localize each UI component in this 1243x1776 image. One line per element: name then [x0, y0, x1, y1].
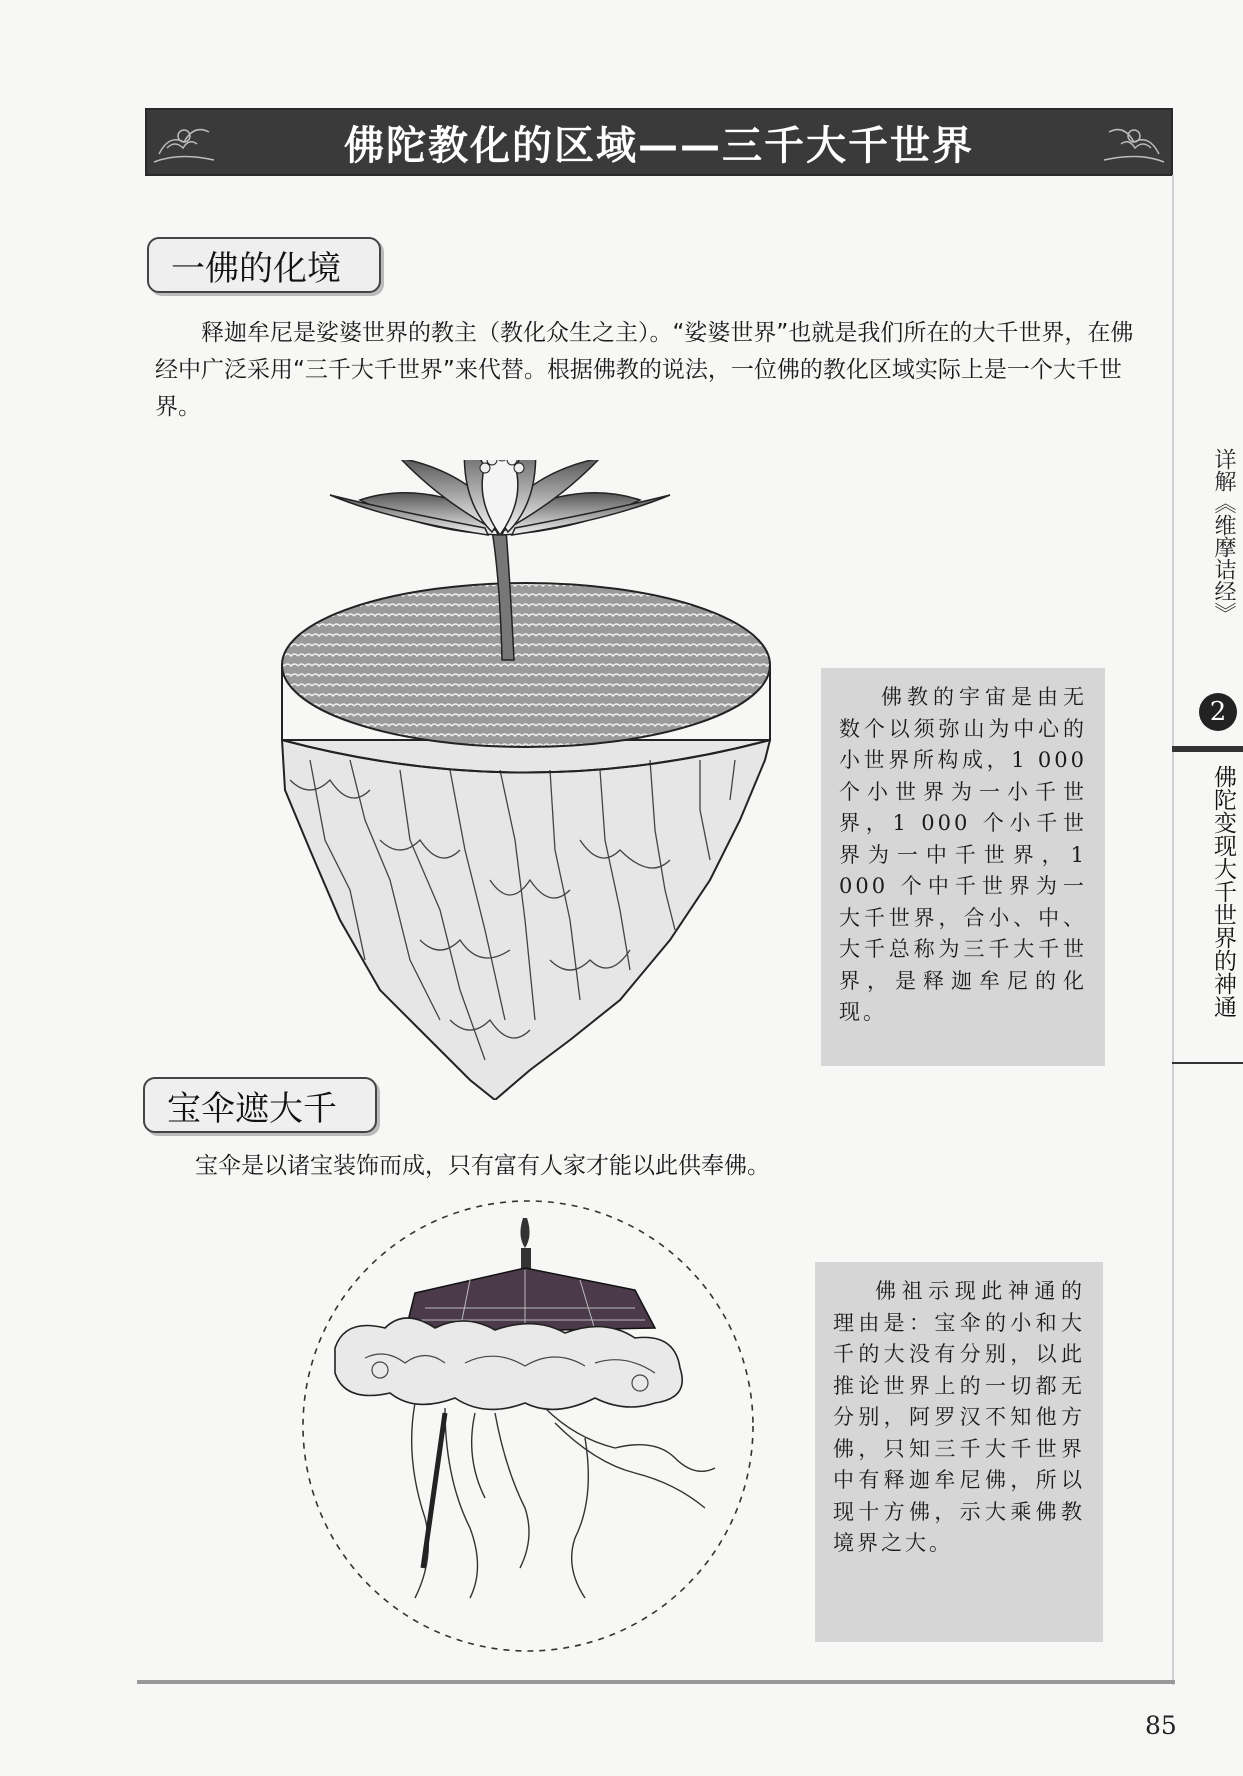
page-title: 佛陀教化的区域——三千大千世界	[344, 122, 974, 169]
side-rule	[1172, 175, 1174, 1685]
section-heading-buddha-realm: 一佛的化境	[147, 237, 381, 293]
umbrella-paragraph: 宝伞是以诸宝装饰而成，只有富有人家才能以此供奉佛。	[195, 1153, 770, 1179]
jeweled-umbrella-illustration	[295, 1198, 765, 1658]
title-banner	[145, 108, 1173, 176]
section-tab: 佛陀变现大千世界的神通	[1210, 765, 1236, 1018]
intro-paragraph: 释迦牟尼是娑婆世界的教主（教化众生之主）。“娑婆世界”也就是我们所在的大千世界，在佛经中广泛采用“三千大千世界”来代替。根据佛教的说法，一位佛的教化区域实际上是一个大千世界。	[155, 320, 1134, 420]
caption-umbrella-reason: 佛祖示现此神通的理由是：宝伞的小和大千的大没有分别，以此推论世界上的一切都无分别，阿罗汉不知他方佛，只知三千大千世界中有释迦牟尼佛，所以现十方佛，示大乘佛教境界之大。	[815, 1262, 1103, 1642]
lotus-world-illustration	[270, 460, 790, 1100]
bottom-rule	[137, 1680, 1175, 1684]
tab-divider-bottom	[1172, 1062, 1243, 1064]
section-heading-jeweled-umbrella: 宝伞遮大千	[143, 1077, 377, 1133]
lotus-ornament-icon	[1099, 114, 1169, 170]
tab-divider	[1172, 746, 1243, 752]
page-number: 85	[1145, 1711, 1177, 1740]
chapter-badge: 2	[1199, 693, 1237, 731]
book-title: 详解《维摩诘经》	[1211, 448, 1236, 624]
caption-universe: 佛教的宇宙是由无数个以须弥山为中心的小世界所构成，1 000 个小世界为一小千世界，1 000 个小千世界为一中千世界，1 000 个中千世界为一大千世界，合小、中、大千总称为三千大千世界，是释迦牟尼的化现。	[821, 668, 1105, 1066]
lotus-ornament-icon	[149, 114, 219, 170]
